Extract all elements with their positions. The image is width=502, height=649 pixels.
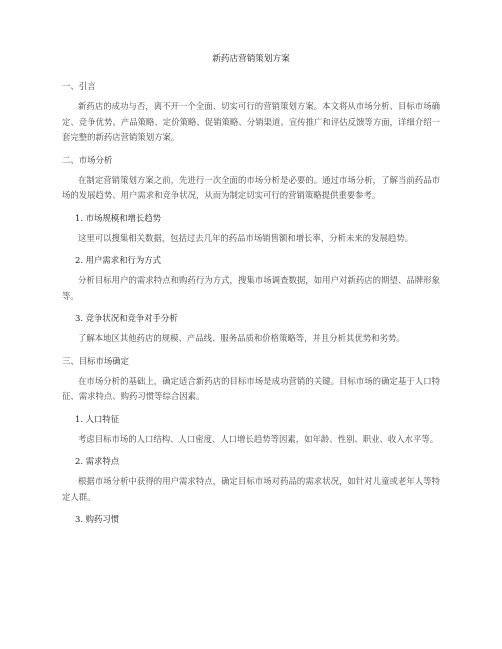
subsection-paragraph-population: 考虑目标市场的人口结构、人口密度、人口增长趋势等因素，如年龄、性别、职业、收入水平等。 bbox=[78, 433, 439, 444]
section-heading-introduction: 一、引言 bbox=[62, 81, 96, 91]
section-heading-market-analysis: 二、市场分析 bbox=[62, 154, 113, 165]
document-title: 新药店营销策划方案 bbox=[212, 54, 290, 64]
subsection-heading-market-size: 1. 市场规模和增长趋势 bbox=[75, 212, 162, 223]
subsection-paragraph-user-needs: 分析目标用户的需求特点和购药行为方式，搜集市场调查数据，如用户对新药店的期望、品牌形象等。 bbox=[62, 275, 440, 301]
subsection-heading-demand: 2. 需求特点 bbox=[75, 456, 120, 466]
section-heading-target-market: 三、目标市场确定 bbox=[62, 355, 129, 366]
subsection-heading-purchase-habits: 3. 购药习惯 bbox=[75, 514, 120, 524]
subsection-heading-user-needs: 2. 用户需求和行为方式 bbox=[75, 255, 162, 265]
section-paragraph-market-analysis: 在制定营销策划方案之前，先进行一次全面的市场分析是必要的。通过市场分析，了解当前药品市场的发展趋势、用户需求和竞争状况，从而为制定切实可行的营销策略提供重要参考。 bbox=[62, 174, 440, 200]
section-paragraph-target-market: 在市场分析的基础上，确定适合新药店的目标市场是成功营销的关键。目标市场的确定基于人口特征、需求特点、购药习惯等综合因素。 bbox=[62, 375, 440, 401]
subsection-heading-competition: 3. 竞争状况和竞争对手分析 bbox=[75, 313, 178, 323]
subsection-paragraph-competition: 了解本地区其他药店的规模、产品线、服务品质和价格策略等，并且分析其优势和劣势。 bbox=[78, 333, 405, 343]
subsection-heading-population: 1. 人口特征 bbox=[75, 413, 120, 424]
subsection-paragraph-market-size: 这里可以搜集相关数据，包括过去几年的药品市场销售额和增长率，分析未来的发展趋势。 bbox=[78, 232, 413, 243]
section-paragraph-introduction: 新药店的成功与否，离不开一个全面、切实可行的营销策划方案。本文将从市场分析、目标市场确定、竞争优势、产品策略、定价策略、促销策略、分销渠道、宣传推广和评估反馈等方面，详细介绍一套完整的新药店营销策划方案。 bbox=[62, 101, 440, 142]
subsection-paragraph-demand: 根据市场分析中获得的用户需求特点，确定目标市场对药品的需求状况，如针对儿童或老年人等特定人群。 bbox=[62, 476, 440, 502]
